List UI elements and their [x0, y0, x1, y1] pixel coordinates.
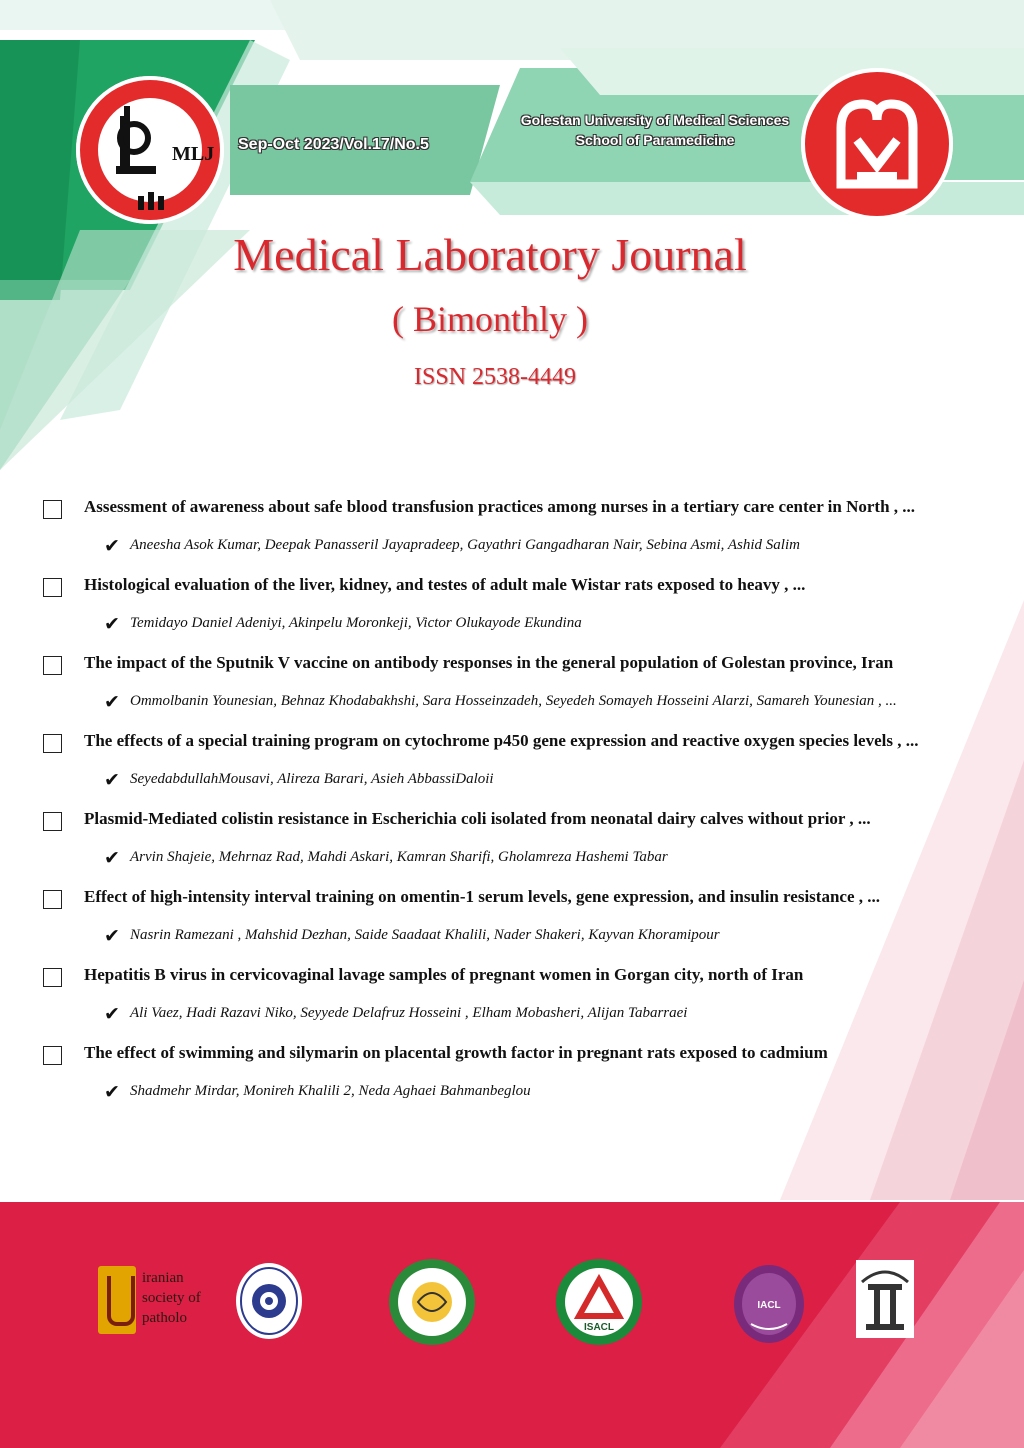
- checkbox-icon: [43, 1046, 62, 1065]
- university-name: Golestan University of Medical Sciences: [520, 112, 790, 128]
- article-title[interactable]: The effect of swimming and silymarin on placental growth factor in pregnant rats exposed to cadmium: [84, 1043, 828, 1062]
- list-item[interactable]: [0, 1036, 1024, 1114]
- iacl-logo: [733, 1264, 805, 1344]
- university-label: [500, 110, 810, 150]
- checkbox-icon: [43, 578, 62, 597]
- checkmark-icon: ✔: [104, 691, 120, 713]
- article-authors: Temidayo Daniel Adeniyi, Akinpelu Moronkeji, Victor Olukayode Ekundina: [130, 615, 582, 631]
- checkbox-icon: [43, 968, 62, 987]
- checkmark-icon: ✔: [104, 769, 120, 791]
- list-item[interactable]: [0, 802, 1024, 880]
- article-title[interactable]: Plasmid-Mediated colistin resistance in Escherichia coli isolated from neonatal dairy calves without prior , ...: [84, 809, 871, 828]
- checkbox-icon: [43, 656, 62, 675]
- issn: ISSN 2538-4449: [413, 364, 576, 390]
- list-item[interactable]: [0, 724, 1024, 802]
- school-name: School of Paramedicine: [575, 132, 735, 148]
- checkbox-icon: [43, 500, 62, 519]
- list-item[interactable]: [0, 880, 1024, 958]
- checkmark-icon: ✔: [104, 535, 120, 557]
- svg-text:IACL: IACL: [757, 1300, 781, 1311]
- article-authors: Shadmehr Mirdar, Monireh Khalili 2, Neda Aghaei Bahmanbeglou: [130, 1083, 531, 1099]
- checkmark-icon: ✔: [104, 1003, 120, 1025]
- checkbox-icon: [43, 734, 62, 753]
- society-mark-icon: [98, 1266, 136, 1334]
- list-item[interactable]: [0, 490, 1024, 568]
- checkbox-icon: [43, 812, 62, 831]
- footer-logos: [0, 1250, 1024, 1350]
- checkbox-icon: [43, 890, 62, 909]
- article-authors: Arvin Shajeie, Mehrnaz Rad, Mahdi Askari, Kamran Sharifi, Gholamreza Hashemi Tabar: [130, 849, 668, 865]
- article-authors: Nasrin Ramezani , Mahshid Dezhan, Saide Saadaat Khalili, Nader Shakeri, Kayvan Khoramipour: [130, 927, 720, 943]
- article-list: [0, 490, 1024, 1114]
- journal-title: Medical Laboratory Journal: [233, 229, 747, 280]
- article-title[interactable]: Assessment of awareness about safe blood transfusion practices among nurses in a tertiary care center in North , ...: [84, 497, 916, 516]
- checkmark-icon: ✔: [104, 1081, 120, 1103]
- list-item[interactable]: [0, 568, 1024, 646]
- article-authors: SeyedabdullahMousavi, Alireza Barari, Asieh AbbassiDaloii: [130, 771, 494, 787]
- checkmark-icon: ✔: [104, 613, 120, 635]
- article-authors: Ommolbanin Younesian, Behnaz Khodabakhshi, Sara Hosseinzadeh, Seyedeh Somayeh Hosseini Alarzi, Samareh Younesian , ...: [130, 693, 897, 709]
- mlj-logo: [76, 76, 224, 224]
- checkmark-icon: ✔: [104, 847, 120, 869]
- list-item[interactable]: [0, 646, 1024, 724]
- society-seal-icon: [235, 1262, 303, 1340]
- article-authors: Ali Vaez, Hadi Razavi Niko, Seyyede Delafruz Hosseini , Elham Mobasheri, Alijan Tabarraei: [130, 1005, 688, 1021]
- iranian-society-logo: [98, 1266, 218, 1336]
- article-title[interactable]: The effects of a special training program on cytochrome p450 gene expression and reactive oxygen species levels , ...: [84, 731, 919, 750]
- svg-text:ISACL: ISACL: [584, 1322, 614, 1333]
- gums-logo: [801, 68, 953, 220]
- issue-date: Sep-Oct 2023/Vol.17/No.5: [238, 136, 429, 153]
- isacl-logo: [555, 1258, 643, 1346]
- article-title[interactable]: Effect of high-intensity interval training on omentin-1 serum levels, gene expression, and insulin resistance , ...: [84, 887, 881, 906]
- pillar-emblem-icon: [856, 1260, 914, 1338]
- checkmark-icon: ✔: [104, 925, 120, 947]
- journal-subtitle: ( Bimonthly ): [392, 299, 588, 339]
- article-authors: Aneesha Asok Kumar, Deepak Panasseril Jayapradeep, Gayathri Gangadharan Nair, Sebina Asmi, Ashid Salim: [130, 537, 800, 553]
- society-text: iranian society of patholo: [142, 1270, 201, 1326]
- list-item[interactable]: [0, 958, 1024, 1036]
- article-title[interactable]: Histological evaluation of the liver, kidney, and testes of adult male Wistar rats exposed to heavy , ...: [84, 575, 806, 594]
- article-title[interactable]: Hepatitis B virus in cervicovaginal lavage samples of pregnant women in Gorgan city, north of Iran: [84, 965, 804, 984]
- association-seal-icon: [388, 1258, 476, 1346]
- article-title[interactable]: The impact of the Sputnik V vaccine on antibody responses in the general population of Golestan province, Iran: [84, 653, 894, 672]
- svg-text:MLJ: MLJ: [172, 143, 215, 165]
